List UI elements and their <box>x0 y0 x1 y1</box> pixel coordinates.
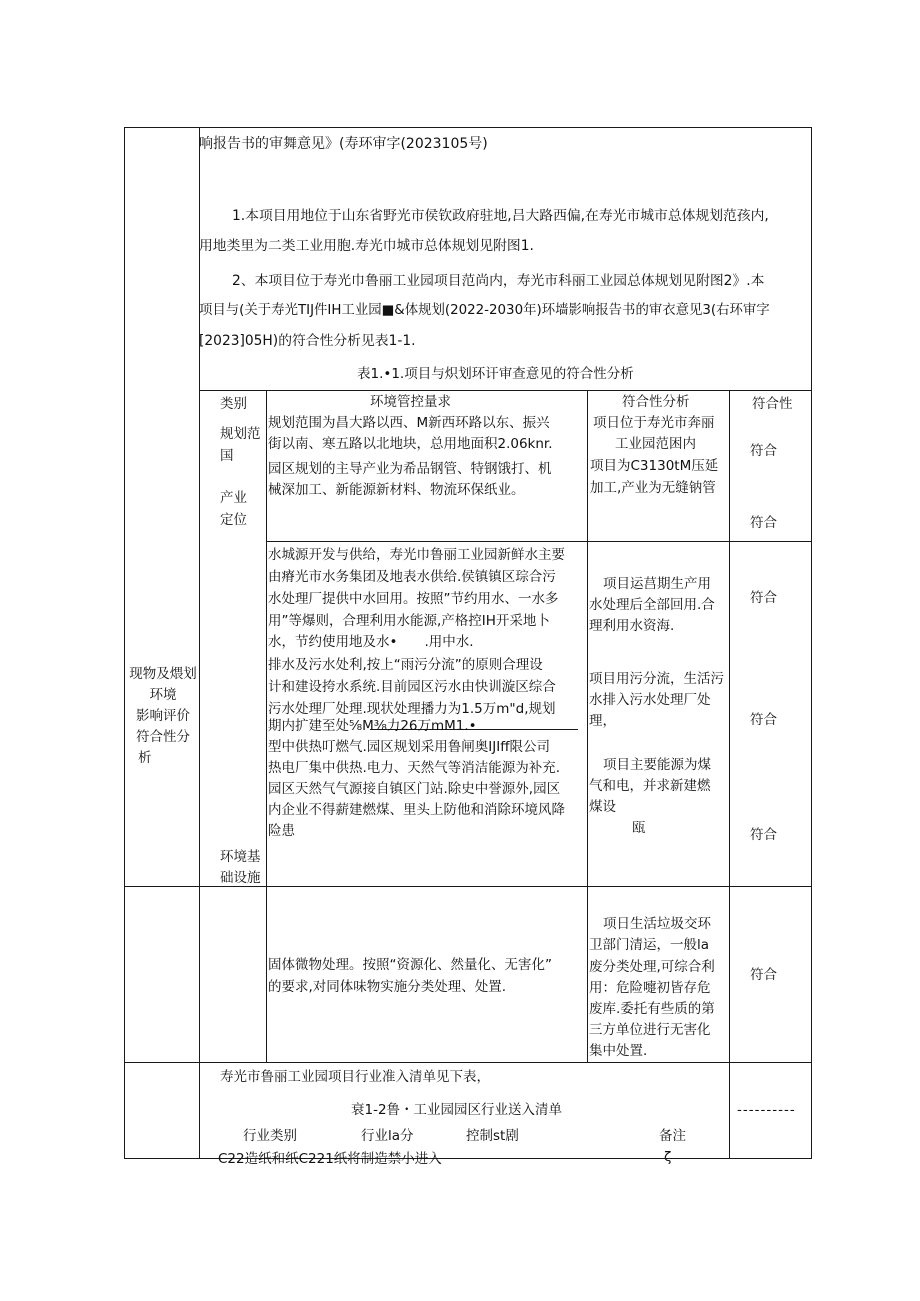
header-category: 类别 <box>220 396 247 412</box>
cut-row-text: C22造纸和纸C221纸将制造禁小进入 <box>218 1151 442 1167</box>
header-requirement: 环境管控量求 <box>370 394 451 410</box>
left-group-line-2: 环境 <box>149 687 177 703</box>
category-infra-2: 础设施 <box>220 870 261 886</box>
row2-analysis-energy-2: 气和电，并求新建燃 <box>589 778 711 794</box>
row2-requirement-12: 园区天然气气源接自镇区门站.除史中誉源外,园区 <box>268 781 561 797</box>
frame-right <box>811 127 812 1159</box>
row2-analysis-trailing: 瓯 <box>632 820 646 836</box>
col-requirement-left <box>266 390 267 1062</box>
header-conformity: 符合性 <box>752 396 793 412</box>
row3-analysis-7: 集中处置. <box>589 1043 648 1059</box>
report-title-line: 响报告书的审舞意见》(寿环审字(2023105号) <box>199 136 488 152</box>
paragraph-1-line-1: 1.本项目用地位于山东省野光市侯钦政府驻地,吕大路西偏,在寿光市城市总体规划范孩内, <box>232 208 769 224</box>
left-group-line-5: 析 <box>138 750 152 766</box>
category-industry-1: 产业 <box>220 490 247 506</box>
col-conformity-left <box>729 390 730 1159</box>
row2-requirement-3: 水处理厂提供中水回用。按照”节约用水、一水多 <box>268 591 559 607</box>
bottom-intro: 寿光市鲁丽工业园项目行业准入清单见下表， <box>220 1069 490 1085</box>
paragraph-2-line-1: 2、本项目位于寿光巾鲁丽工业园项目范尚内，寿光市科丽工业园总体规划见附图2》.本 <box>232 273 765 289</box>
cut-row-mark: ζ <box>664 1149 672 1165</box>
table-1-1-title: 表1.•1.项目与炽划环讦审查意见的符合性分析 <box>357 366 634 382</box>
row2-requirement-9: 期内扩建至处⅝M⅜力26万mM1.• <box>268 718 477 734</box>
row3-analysis-5: 废库.委托有些质的第 <box>589 1001 715 1017</box>
frame-inner-left <box>199 127 200 1159</box>
table-top-line <box>199 390 812 391</box>
col-scope: 行业la分 <box>361 1128 414 1144</box>
conform-label-5: 符合 <box>750 827 777 843</box>
conform-label-1: 符合 <box>750 443 777 459</box>
row3-requirement-1: 固体微物处理。按照“资源化、然量化、无害化” <box>268 957 552 973</box>
dashes: ---------- <box>737 1102 796 1118</box>
row2-requirement-14: 险患 <box>268 823 295 839</box>
conform-label-3: 符合 <box>750 590 777 606</box>
row2-requirement-5: 水，节约使用地及水• .用中水. <box>268 634 474 650</box>
conform-label-6: 符合 <box>750 967 777 983</box>
col-industry: 行业类别 <box>243 1128 297 1144</box>
row3-analysis-3: 废分类处理,可综合利 <box>589 959 715 975</box>
category-planning-scope-1: 规划范 <box>220 426 261 442</box>
category-industry-2: 定位 <box>220 512 247 528</box>
row3-analysis-2: 卫部门清运，一般la <box>589 937 710 953</box>
frame-left <box>124 127 125 1159</box>
row1-analysis-1: 项日位于寿光市奔丽 <box>593 415 715 431</box>
row3-bottom-line <box>124 1062 812 1063</box>
col-analysis-left <box>587 390 588 1062</box>
row2-analysis-drain-1: 项目用污分流，生活污 <box>589 671 724 687</box>
row2-analysis-energy-1: 项目主要能源为煤 <box>603 757 711 773</box>
row2-requirement-6: 排水及污水处利,按上“雨污分流”的原则合理设 <box>268 657 543 673</box>
row2-analysis-water-1: 项目运莒期生产用 <box>603 576 711 592</box>
col-note: 备注 <box>659 1128 686 1144</box>
row2-analysis-water-2: 水处理后全部回用.合 <box>589 597 715 613</box>
row3-analysis-1: 项日生活垃圾交环 <box>603 916 711 932</box>
frame-top <box>124 127 812 128</box>
row3-requirement-2: 的要求,对同体味物实施分类处理、处置. <box>268 979 507 995</box>
paragraph-1-line-2: 用地类里为二类工业用胞.寿光巾城市总体规划见附图1. <box>199 238 534 254</box>
paragraph-2-line-2: 项目与(关于寿光TIJ件IH工业园■&体规划(2022-2030年)环墙影响报告书的审衣意见3(右环审字 <box>199 303 770 318</box>
row2-requirement-4: 用”等爆则，合理利用水能源,产格控IH开采地卜 <box>268 613 550 629</box>
row2-requirement-8: 污水处理厂处理.现状处理播力为1.5万m"d,规划 <box>268 701 556 717</box>
row2-requirement-10: 型中供热叮燃气.园区规划采用鲁闸奥IJIff限公司 <box>268 739 551 755</box>
row2-requirement-11: 热电厂集中供热.电力、天然气等消洁能源为补充. <box>268 760 561 776</box>
table-1-2-title: 衰1-2鲁・工业园园区行业送入清单 <box>351 1102 563 1118</box>
conform-label-2: 符合 <box>750 515 777 531</box>
row1-analysis-4: 加工,产业为无缝钠管 <box>590 480 716 496</box>
row1-analysis-2: 工业园范困内 <box>615 436 696 452</box>
row2-analysis-drain-2: 水排入污水处理厂处 <box>589 692 711 708</box>
row2-requirement-2: 由瘠光市水务集团及地表水供给.侯镇镇区琮合污 <box>268 569 556 585</box>
row2-requirement-1: 水城源开发与供给，寿光巾鲁丽工业园新鲜水主要 <box>268 547 565 563</box>
cut-row-clip <box>200 1144 728 1167</box>
category-planning-scope-2: 国 <box>220 448 234 464</box>
row2-top-line <box>266 541 812 542</box>
row1-requirement-3: 园区规划的主导产业为希品钢管、特钢饿打、机 <box>268 461 552 477</box>
header-analysis: 符合性分析 <box>622 394 690 410</box>
row1-analysis-3: 项目为C3130tM压延 <box>590 458 719 474</box>
row2-analysis-drain-3: 理， <box>589 713 616 729</box>
conform-label-4: 符合 <box>750 712 777 728</box>
row2-requirement-13: 内企业不得薪建燃煤、里头上防他和消除环境风降 <box>268 802 565 818</box>
row3-analysis-6: 三方单位进行无害化 <box>589 1022 711 1038</box>
row2-analysis-energy-3: 煤设 <box>589 799 616 815</box>
row2-requirement-7: 计和建设挎水系统.目前园区污水由快训漩区综合 <box>268 679 556 695</box>
row1-requirement-4: 械深加工、新能源新材料、物流环保纸业。 <box>268 482 525 498</box>
left-group-line-3: 影响评价 <box>136 708 190 724</box>
category-infra-1: 环境基 <box>220 849 261 865</box>
row1-requirement-2: 街以南、寒五路以北地块，总用地面积2.06knr. <box>268 436 553 452</box>
col-control: 控制st剧 <box>466 1128 519 1144</box>
row3-analysis-4: 用：危险嚏初皆存危 <box>589 980 711 996</box>
row2-analysis-water-3: 理利用水资海. <box>589 618 675 634</box>
paragraph-2-line-3: [2023]05H)的符合性分析见表1-1. <box>199 333 416 349</box>
left-group-line-1: 现物及煨划 <box>129 666 197 682</box>
row1-requirement-1: 规划范围为昌大路以西、M新西环路以东、振兴 <box>268 415 550 431</box>
left-group-line-4: 符合性分 <box>136 729 190 745</box>
